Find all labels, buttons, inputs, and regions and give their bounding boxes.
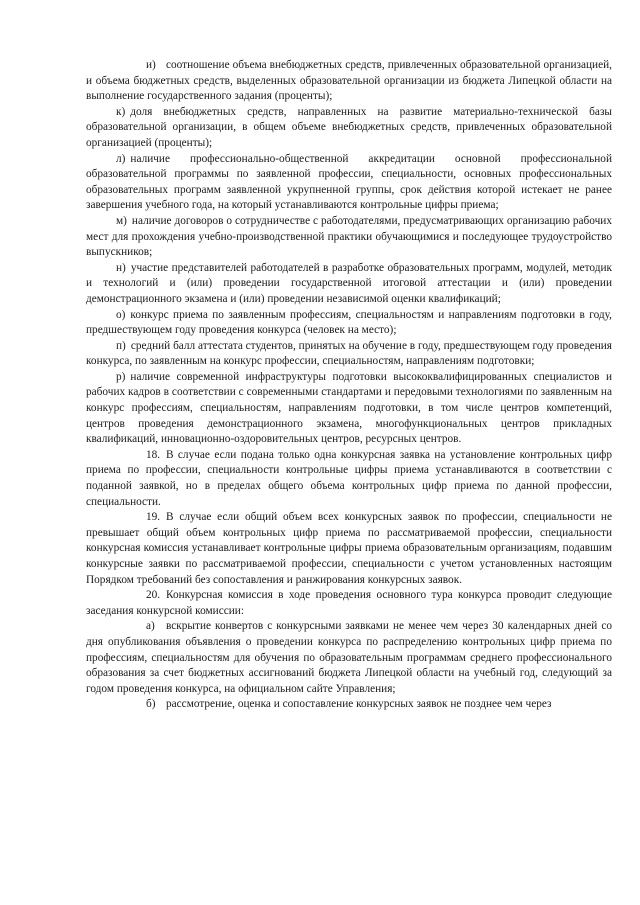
paragraph-label: 19.	[146, 511, 161, 524]
paragraph-text: рассмотрение, оценка и сопоставление конкурсных заявок не позднее чем через	[166, 698, 552, 711]
paragraph-r	[86, 370, 612, 448]
paragraph-k	[86, 105, 612, 152]
paragraph-text: наличие договоров о сотрудничестве с работодателями, предусматривающих организацию рабочих мест для прохождения учебно-производственной практики обучающимися и последующее трудоустройство выпускников;	[86, 214, 612, 259]
paragraph-label: к)	[116, 105, 126, 118]
paragraph-label: м)	[116, 214, 127, 227]
paragraph-text: вскрытие конвертов с конкурсными заявками не менее чем через 30 календарных дней со дня опубликования объявления о проведении конкурса по распределению контрольных цифр приема по профессиям, специальностям для обучения по образовательным программам среднего профессионального образования за счет бюджетных ассигнований бюджета Липецкой области на учебный год, следующий за годом проведения конкурса, на официальном сайте Управления;	[86, 620, 612, 695]
paragraph-19	[86, 510, 612, 588]
paragraph-label: р)	[116, 370, 126, 383]
paragraph-text: наличие профессионально-общественной аккредитации основной профессиональной образовательной программы по заявленной профессии, специальности, основных профессиональных образовательных программ заявленной укрупненной группы, срок действия которой истекает не ранее завершения учебного года, на который устанавливаются контрольные цифры приема;	[86, 152, 612, 212]
paragraph-text: доля внебюджетных средств, направленных на развитие материально-технической базы образовательной организации, в общем объеме внебюджетных средств, привлеченных образовательной организацией (проценты);	[86, 105, 612, 149]
paragraph-label: и)	[146, 59, 156, 71]
paragraph-label: п)	[116, 339, 126, 352]
paragraph-o	[86, 308, 612, 339]
paragraph-text: Конкурсная комиссия в ходе проведения основного тура конкурса проводит следующие заседания конкурсной комиссии:	[86, 589, 612, 617]
paragraph-m	[86, 214, 612, 261]
paragraph-label: н)	[116, 261, 126, 274]
paragraph-b	[86, 697, 612, 713]
paragraph-text: участие представителей работодателей в разработке образовательных программ, модулей, методик и технологий и (или) проведении государственной итоговой аттестации и (или) проведении демонстрационного экзамена и (или) проведении независимой оценки квалификаций;	[86, 261, 612, 305]
paragraph-label: 18.	[146, 448, 161, 461]
paragraph-text: В случае если подана только одна конкурсная заявка на установление контрольных цифр приема по профессии, специальности контрольные цифры приема устанавливаются в соответствии с поданной заявкой, но в пределах общего объема контрольных цифр приема по данной профессии, специальности.	[86, 448, 612, 508]
paragraph-label: а)	[146, 620, 155, 633]
paragraph-text: наличие современной инфраструктуры подготовки высококвалифицированных специалистов и рабочих кадров в соответствии с современными стандартами и передовыми технологиями по заявленным на конкурс профессиям, специальностям, направлениям подготовки, в том числе центров компетенций, центров проведения демонстрационного экзамена, многофункциональных центров прикладных квалификаций, инновационно-оздоровительных центров, ресурсных центров.	[86, 370, 612, 446]
paragraph-18	[86, 448, 612, 510]
paragraph-text: конкурс приема по заявленным профессиям, специальностям и направлениям подготовки в году, предшествующем году проведения конкурса (человек на место);	[86, 308, 612, 337]
paragraph-n	[86, 261, 612, 308]
paragraph-label: б)	[146, 698, 156, 711]
paragraph-label: о)	[116, 308, 126, 321]
paragraph-i	[86, 58, 612, 105]
paragraph-label: л)	[116, 152, 126, 165]
paragraph-l	[86, 152, 612, 214]
paragraph-p	[86, 339, 612, 370]
paragraph-text: средний балл аттестата студентов, принятых на обучение в году, предшествующем году проведения конкурса, по заявленным на конкурс профессии, специальностям, направлениям подготовки;	[86, 339, 612, 368]
paragraph-text: соотношение объема внебюджетных средств, привлеченных образовательной организацией, и объема бюджетных средств, выделенных образовательной организации из бюджета Липецкой области на выполнение государственного задания (проценты);	[86, 59, 612, 103]
paragraph-a	[86, 619, 612, 697]
paragraph-label: 20.	[146, 589, 161, 602]
paragraph-20	[86, 588, 612, 619]
paragraph-text: В случае если общий объем всех конкурсных заявок по профессии, специальности не превышает общий объем контрольных цифр приема по рассматриваемой профессии, специальности конкурсная комиссия устанавливает контрольные цифры приема образовательным организациям, подавшим конкурсные заявки по рассматриваемой профессии, специальности с учетом установленных настоящим Порядком требований без сопоставления и ранжирования конкурсных заявок.	[86, 511, 612, 586]
